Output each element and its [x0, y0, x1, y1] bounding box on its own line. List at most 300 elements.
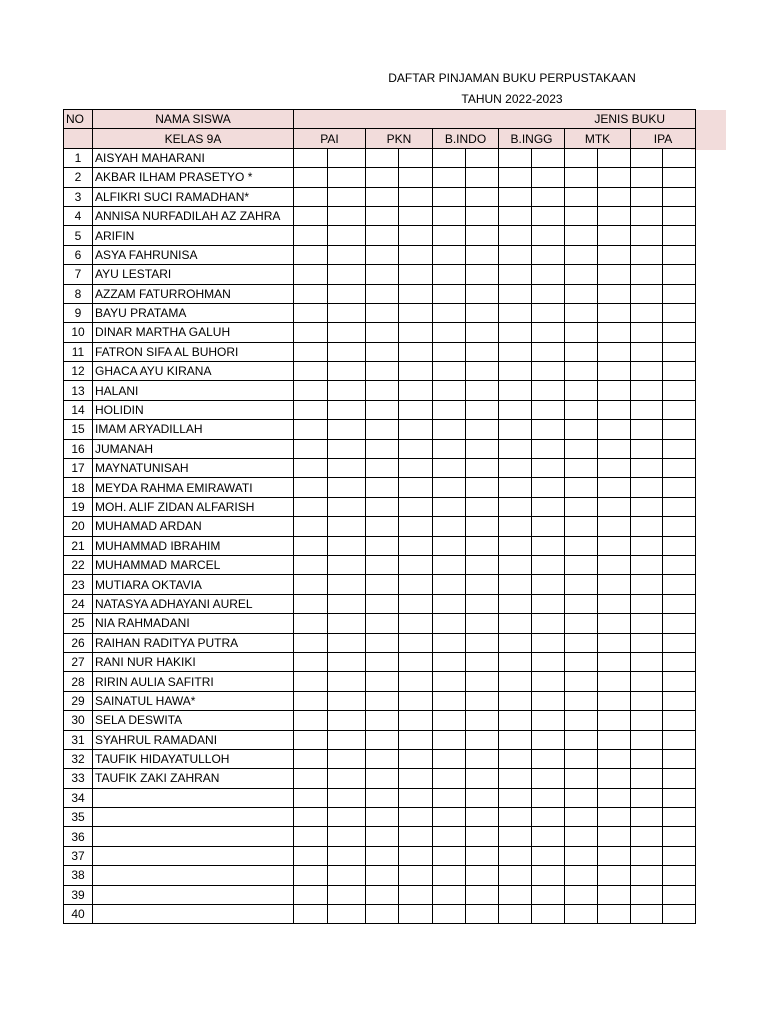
borrow-cell[interactable]	[399, 730, 433, 749]
borrow-cell[interactable]	[399, 323, 433, 342]
borrow-cell[interactable]	[328, 187, 366, 206]
borrow-cell[interactable]	[433, 866, 466, 885]
borrow-cell[interactable]	[499, 517, 532, 536]
borrow-cell[interactable]	[499, 303, 532, 322]
borrow-cell[interactable]	[631, 730, 663, 749]
borrow-cell[interactable]	[598, 168, 631, 187]
borrow-cell[interactable]	[631, 284, 663, 303]
borrow-cell[interactable]	[294, 517, 328, 536]
borrow-cell[interactable]	[433, 497, 466, 516]
borrow-cell[interactable]	[294, 866, 328, 885]
borrow-cell[interactable]	[328, 730, 366, 749]
borrow-cell[interactable]	[499, 827, 532, 846]
borrow-cell[interactable]	[433, 594, 466, 613]
borrow-cell[interactable]	[598, 905, 631, 924]
borrow-cell[interactable]	[433, 148, 466, 167]
borrow-cell[interactable]	[565, 711, 598, 730]
borrow-cell[interactable]	[598, 808, 631, 827]
borrow-cell[interactable]	[532, 866, 565, 885]
borrow-cell[interactable]	[499, 439, 532, 458]
borrow-cell[interactable]	[631, 497, 663, 516]
borrow-cell[interactable]	[294, 459, 328, 478]
borrow-cell[interactable]	[328, 400, 366, 419]
borrow-cell[interactable]	[328, 808, 366, 827]
borrow-cell[interactable]	[366, 614, 399, 633]
borrow-cell[interactable]	[466, 303, 499, 322]
borrow-cell[interactable]	[499, 749, 532, 768]
borrow-cell[interactable]	[499, 478, 532, 497]
borrow-cell[interactable]	[663, 827, 696, 846]
borrow-cell[interactable]	[399, 575, 433, 594]
borrow-cell[interactable]	[294, 788, 328, 807]
borrow-cell[interactable]	[631, 652, 663, 671]
borrow-cell[interactable]	[328, 323, 366, 342]
borrow-cell[interactable]	[294, 168, 328, 187]
borrow-cell[interactable]	[663, 323, 696, 342]
borrow-cell[interactable]	[499, 148, 532, 167]
borrow-cell[interactable]	[399, 517, 433, 536]
borrow-cell[interactable]	[433, 400, 466, 419]
borrow-cell[interactable]	[565, 866, 598, 885]
borrow-cell[interactable]	[532, 536, 565, 555]
borrow-cell[interactable]	[598, 827, 631, 846]
borrow-cell[interactable]	[328, 517, 366, 536]
borrow-cell[interactable]	[565, 420, 598, 439]
borrow-cell[interactable]	[294, 478, 328, 497]
borrow-cell[interactable]	[598, 691, 631, 710]
borrow-cell[interactable]	[328, 206, 366, 225]
borrow-cell[interactable]	[399, 265, 433, 284]
borrow-cell[interactable]	[631, 478, 663, 497]
borrow-cell[interactable]	[399, 536, 433, 555]
borrow-cell[interactable]	[532, 497, 565, 516]
borrow-cell[interactable]	[499, 362, 532, 381]
borrow-cell[interactable]	[631, 381, 663, 400]
borrow-cell[interactable]	[598, 265, 631, 284]
borrow-cell[interactable]	[433, 555, 466, 574]
borrow-cell[interactable]	[399, 420, 433, 439]
borrow-cell[interactable]	[294, 905, 328, 924]
borrow-cell[interactable]	[663, 497, 696, 516]
borrow-cell[interactable]	[366, 846, 399, 865]
borrow-cell[interactable]	[598, 749, 631, 768]
borrow-cell[interactable]	[294, 594, 328, 613]
borrow-cell[interactable]	[663, 400, 696, 419]
borrow-cell[interactable]	[294, 497, 328, 516]
borrow-cell[interactable]	[532, 478, 565, 497]
borrow-cell[interactable]	[631, 827, 663, 846]
borrow-cell[interactable]	[433, 439, 466, 458]
borrow-cell[interactable]	[366, 866, 399, 885]
borrow-cell[interactable]	[466, 168, 499, 187]
borrow-cell[interactable]	[466, 652, 499, 671]
borrow-cell[interactable]	[466, 866, 499, 885]
borrow-cell[interactable]	[399, 148, 433, 167]
borrow-cell[interactable]	[433, 536, 466, 555]
borrow-cell[interactable]	[532, 691, 565, 710]
borrow-cell[interactable]	[366, 342, 399, 361]
borrow-cell[interactable]	[433, 614, 466, 633]
borrow-cell[interactable]	[598, 594, 631, 613]
borrow-cell[interactable]	[663, 652, 696, 671]
borrow-cell[interactable]	[532, 420, 565, 439]
borrow-cell[interactable]	[565, 769, 598, 788]
borrow-cell[interactable]	[328, 905, 366, 924]
borrow-cell[interactable]	[366, 633, 399, 652]
borrow-cell[interactable]	[532, 168, 565, 187]
borrow-cell[interactable]	[631, 614, 663, 633]
borrow-cell[interactable]	[366, 226, 399, 245]
borrow-cell[interactable]	[499, 420, 532, 439]
borrow-cell[interactable]	[565, 303, 598, 322]
borrow-cell[interactable]	[631, 905, 663, 924]
borrow-cell[interactable]	[433, 633, 466, 652]
borrow-cell[interactable]	[328, 555, 366, 574]
borrow-cell[interactable]	[565, 206, 598, 225]
borrow-cell[interactable]	[663, 808, 696, 827]
borrow-cell[interactable]	[328, 536, 366, 555]
borrow-cell[interactable]	[532, 226, 565, 245]
borrow-cell[interactable]	[631, 866, 663, 885]
borrow-cell[interactable]	[399, 711, 433, 730]
borrow-cell[interactable]	[399, 905, 433, 924]
borrow-cell[interactable]	[294, 323, 328, 342]
borrow-cell[interactable]	[466, 400, 499, 419]
borrow-cell[interactable]	[663, 342, 696, 361]
borrow-cell[interactable]	[565, 284, 598, 303]
borrow-cell[interactable]	[631, 769, 663, 788]
borrow-cell[interactable]	[631, 148, 663, 167]
borrow-cell[interactable]	[598, 885, 631, 904]
borrow-cell[interactable]	[433, 362, 466, 381]
borrow-cell[interactable]	[399, 827, 433, 846]
borrow-cell[interactable]	[663, 187, 696, 206]
borrow-cell[interactable]	[466, 478, 499, 497]
borrow-cell[interactable]	[433, 846, 466, 865]
borrow-cell[interactable]	[565, 672, 598, 691]
borrow-cell[interactable]	[366, 148, 399, 167]
borrow-cell[interactable]	[433, 885, 466, 904]
borrow-cell[interactable]	[399, 866, 433, 885]
borrow-cell[interactable]	[399, 187, 433, 206]
borrow-cell[interactable]	[532, 808, 565, 827]
borrow-cell[interactable]	[366, 885, 399, 904]
borrow-cell[interactable]	[598, 245, 631, 264]
borrow-cell[interactable]	[366, 265, 399, 284]
borrow-cell[interactable]	[631, 168, 663, 187]
borrow-cell[interactable]	[565, 478, 598, 497]
borrow-cell[interactable]	[532, 594, 565, 613]
borrow-cell[interactable]	[663, 846, 696, 865]
borrow-cell[interactable]	[328, 575, 366, 594]
borrow-cell[interactable]	[499, 575, 532, 594]
borrow-cell[interactable]	[532, 323, 565, 342]
borrow-cell[interactable]	[366, 788, 399, 807]
borrow-cell[interactable]	[294, 148, 328, 167]
borrow-cell[interactable]	[631, 265, 663, 284]
borrow-cell[interactable]	[366, 420, 399, 439]
borrow-cell[interactable]	[294, 245, 328, 264]
borrow-cell[interactable]	[466, 711, 499, 730]
borrow-cell[interactable]	[499, 672, 532, 691]
borrow-cell[interactable]	[499, 400, 532, 419]
borrow-cell[interactable]	[466, 769, 499, 788]
borrow-cell[interactable]	[433, 749, 466, 768]
borrow-cell[interactable]	[499, 769, 532, 788]
borrow-cell[interactable]	[294, 769, 328, 788]
borrow-cell[interactable]	[598, 459, 631, 478]
borrow-cell[interactable]	[532, 303, 565, 322]
borrow-cell[interactable]	[598, 497, 631, 516]
borrow-cell[interactable]	[499, 168, 532, 187]
borrow-cell[interactable]	[631, 788, 663, 807]
borrow-cell[interactable]	[499, 691, 532, 710]
borrow-cell[interactable]	[328, 614, 366, 633]
borrow-cell[interactable]	[328, 594, 366, 613]
borrow-cell[interactable]	[366, 497, 399, 516]
borrow-cell[interactable]	[565, 342, 598, 361]
borrow-cell[interactable]	[532, 459, 565, 478]
borrow-cell[interactable]	[598, 362, 631, 381]
borrow-cell[interactable]	[663, 381, 696, 400]
borrow-cell[interactable]	[499, 711, 532, 730]
borrow-cell[interactable]	[565, 885, 598, 904]
borrow-cell[interactable]	[399, 769, 433, 788]
borrow-cell[interactable]	[663, 168, 696, 187]
borrow-cell[interactable]	[466, 885, 499, 904]
borrow-cell[interactable]	[598, 633, 631, 652]
borrow-cell[interactable]	[532, 400, 565, 419]
borrow-cell[interactable]	[663, 866, 696, 885]
borrow-cell[interactable]	[366, 459, 399, 478]
borrow-cell[interactable]	[663, 672, 696, 691]
borrow-cell[interactable]	[399, 478, 433, 497]
borrow-cell[interactable]	[499, 633, 532, 652]
borrow-cell[interactable]	[565, 536, 598, 555]
borrow-cell[interactable]	[499, 187, 532, 206]
borrow-cell[interactable]	[399, 206, 433, 225]
borrow-cell[interactable]	[532, 265, 565, 284]
borrow-cell[interactable]	[565, 905, 598, 924]
borrow-cell[interactable]	[598, 575, 631, 594]
borrow-cell[interactable]	[663, 206, 696, 225]
borrow-cell[interactable]	[366, 400, 399, 419]
borrow-cell[interactable]	[466, 381, 499, 400]
borrow-cell[interactable]	[565, 788, 598, 807]
borrow-cell[interactable]	[631, 846, 663, 865]
borrow-cell[interactable]	[466, 148, 499, 167]
borrow-cell[interactable]	[433, 730, 466, 749]
borrow-cell[interactable]	[499, 885, 532, 904]
borrow-cell[interactable]	[598, 652, 631, 671]
borrow-cell[interactable]	[328, 459, 366, 478]
borrow-cell[interactable]	[499, 284, 532, 303]
borrow-cell[interactable]	[663, 749, 696, 768]
borrow-cell[interactable]	[433, 691, 466, 710]
borrow-cell[interactable]	[433, 342, 466, 361]
borrow-cell[interactable]	[433, 905, 466, 924]
borrow-cell[interactable]	[466, 420, 499, 439]
borrow-cell[interactable]	[598, 866, 631, 885]
borrow-cell[interactable]	[565, 226, 598, 245]
borrow-cell[interactable]	[598, 206, 631, 225]
borrow-cell[interactable]	[631, 323, 663, 342]
borrow-cell[interactable]	[663, 575, 696, 594]
borrow-cell[interactable]	[399, 400, 433, 419]
borrow-cell[interactable]	[499, 846, 532, 865]
borrow-cell[interactable]	[466, 323, 499, 342]
borrow-cell[interactable]	[433, 652, 466, 671]
borrow-cell[interactable]	[294, 226, 328, 245]
borrow-cell[interactable]	[294, 575, 328, 594]
borrow-cell[interactable]	[663, 439, 696, 458]
borrow-cell[interactable]	[631, 672, 663, 691]
borrow-cell[interactable]	[598, 439, 631, 458]
borrow-cell[interactable]	[366, 711, 399, 730]
borrow-cell[interactable]	[399, 303, 433, 322]
borrow-cell[interactable]	[328, 866, 366, 885]
borrow-cell[interactable]	[328, 711, 366, 730]
borrow-cell[interactable]	[663, 536, 696, 555]
borrow-cell[interactable]	[328, 672, 366, 691]
borrow-cell[interactable]	[399, 614, 433, 633]
borrow-cell[interactable]	[532, 633, 565, 652]
borrow-cell[interactable]	[366, 827, 399, 846]
borrow-cell[interactable]	[598, 284, 631, 303]
borrow-cell[interactable]	[328, 439, 366, 458]
borrow-cell[interactable]	[294, 265, 328, 284]
borrow-cell[interactable]	[328, 148, 366, 167]
borrow-cell[interactable]	[532, 614, 565, 633]
borrow-cell[interactable]	[598, 303, 631, 322]
borrow-cell[interactable]	[565, 846, 598, 865]
borrow-cell[interactable]	[663, 614, 696, 633]
borrow-cell[interactable]	[328, 381, 366, 400]
borrow-cell[interactable]	[532, 827, 565, 846]
borrow-cell[interactable]	[433, 672, 466, 691]
borrow-cell[interactable]	[466, 555, 499, 574]
borrow-cell[interactable]	[466, 497, 499, 516]
borrow-cell[interactable]	[565, 749, 598, 768]
borrow-cell[interactable]	[466, 633, 499, 652]
borrow-cell[interactable]	[565, 575, 598, 594]
borrow-cell[interactable]	[565, 265, 598, 284]
borrow-cell[interactable]	[631, 633, 663, 652]
borrow-cell[interactable]	[631, 420, 663, 439]
borrow-cell[interactable]	[433, 168, 466, 187]
borrow-cell[interactable]	[499, 905, 532, 924]
borrow-cell[interactable]	[366, 730, 399, 749]
borrow-cell[interactable]	[466, 362, 499, 381]
borrow-cell[interactable]	[433, 226, 466, 245]
borrow-cell[interactable]	[532, 749, 565, 768]
borrow-cell[interactable]	[598, 672, 631, 691]
borrow-cell[interactable]	[631, 439, 663, 458]
borrow-cell[interactable]	[328, 827, 366, 846]
borrow-cell[interactable]	[532, 885, 565, 904]
borrow-cell[interactable]	[466, 284, 499, 303]
borrow-cell[interactable]	[499, 245, 532, 264]
borrow-cell[interactable]	[598, 730, 631, 749]
borrow-cell[interactable]	[631, 885, 663, 904]
borrow-cell[interactable]	[466, 265, 499, 284]
borrow-cell[interactable]	[433, 187, 466, 206]
borrow-cell[interactable]	[433, 459, 466, 478]
borrow-cell[interactable]	[631, 536, 663, 555]
borrow-cell[interactable]	[565, 633, 598, 652]
borrow-cell[interactable]	[294, 652, 328, 671]
borrow-cell[interactable]	[631, 555, 663, 574]
borrow-cell[interactable]	[466, 788, 499, 807]
borrow-cell[interactable]	[328, 749, 366, 768]
borrow-cell[interactable]	[433, 711, 466, 730]
borrow-cell[interactable]	[366, 323, 399, 342]
borrow-cell[interactable]	[366, 303, 399, 322]
borrow-cell[interactable]	[433, 265, 466, 284]
borrow-cell[interactable]	[433, 575, 466, 594]
borrow-cell[interactable]	[565, 808, 598, 827]
borrow-cell[interactable]	[433, 303, 466, 322]
borrow-cell[interactable]	[663, 148, 696, 167]
borrow-cell[interactable]	[433, 245, 466, 264]
borrow-cell[interactable]	[294, 808, 328, 827]
borrow-cell[interactable]	[366, 575, 399, 594]
borrow-cell[interactable]	[598, 788, 631, 807]
borrow-cell[interactable]	[532, 362, 565, 381]
borrow-cell[interactable]	[631, 303, 663, 322]
borrow-cell[interactable]	[663, 633, 696, 652]
borrow-cell[interactable]	[399, 846, 433, 865]
borrow-cell[interactable]	[399, 381, 433, 400]
borrow-cell[interactable]	[433, 478, 466, 497]
borrow-cell[interactable]	[499, 866, 532, 885]
borrow-cell[interactable]	[466, 517, 499, 536]
borrow-cell[interactable]	[532, 672, 565, 691]
borrow-cell[interactable]	[294, 691, 328, 710]
borrow-cell[interactable]	[565, 691, 598, 710]
borrow-cell[interactable]	[631, 245, 663, 264]
borrow-cell[interactable]	[399, 362, 433, 381]
borrow-cell[interactable]	[663, 905, 696, 924]
borrow-cell[interactable]	[366, 769, 399, 788]
borrow-cell[interactable]	[499, 342, 532, 361]
borrow-cell[interactable]	[499, 614, 532, 633]
borrow-cell[interactable]	[366, 362, 399, 381]
borrow-cell[interactable]	[663, 555, 696, 574]
borrow-cell[interactable]	[532, 284, 565, 303]
borrow-cell[interactable]	[565, 652, 598, 671]
borrow-cell[interactable]	[399, 594, 433, 613]
borrow-cell[interactable]	[598, 769, 631, 788]
borrow-cell[interactable]	[598, 187, 631, 206]
borrow-cell[interactable]	[399, 284, 433, 303]
borrow-cell[interactable]	[598, 381, 631, 400]
borrow-cell[interactable]	[466, 459, 499, 478]
borrow-cell[interactable]	[294, 614, 328, 633]
borrow-cell[interactable]	[598, 846, 631, 865]
borrow-cell[interactable]	[532, 148, 565, 167]
borrow-cell[interactable]	[399, 342, 433, 361]
borrow-cell[interactable]	[433, 827, 466, 846]
borrow-cell[interactable]	[294, 827, 328, 846]
borrow-cell[interactable]	[532, 769, 565, 788]
borrow-cell[interactable]	[565, 187, 598, 206]
borrow-cell[interactable]	[565, 245, 598, 264]
borrow-cell[interactable]	[565, 439, 598, 458]
borrow-cell[interactable]	[466, 575, 499, 594]
borrow-cell[interactable]	[366, 187, 399, 206]
borrow-cell[interactable]	[294, 846, 328, 865]
